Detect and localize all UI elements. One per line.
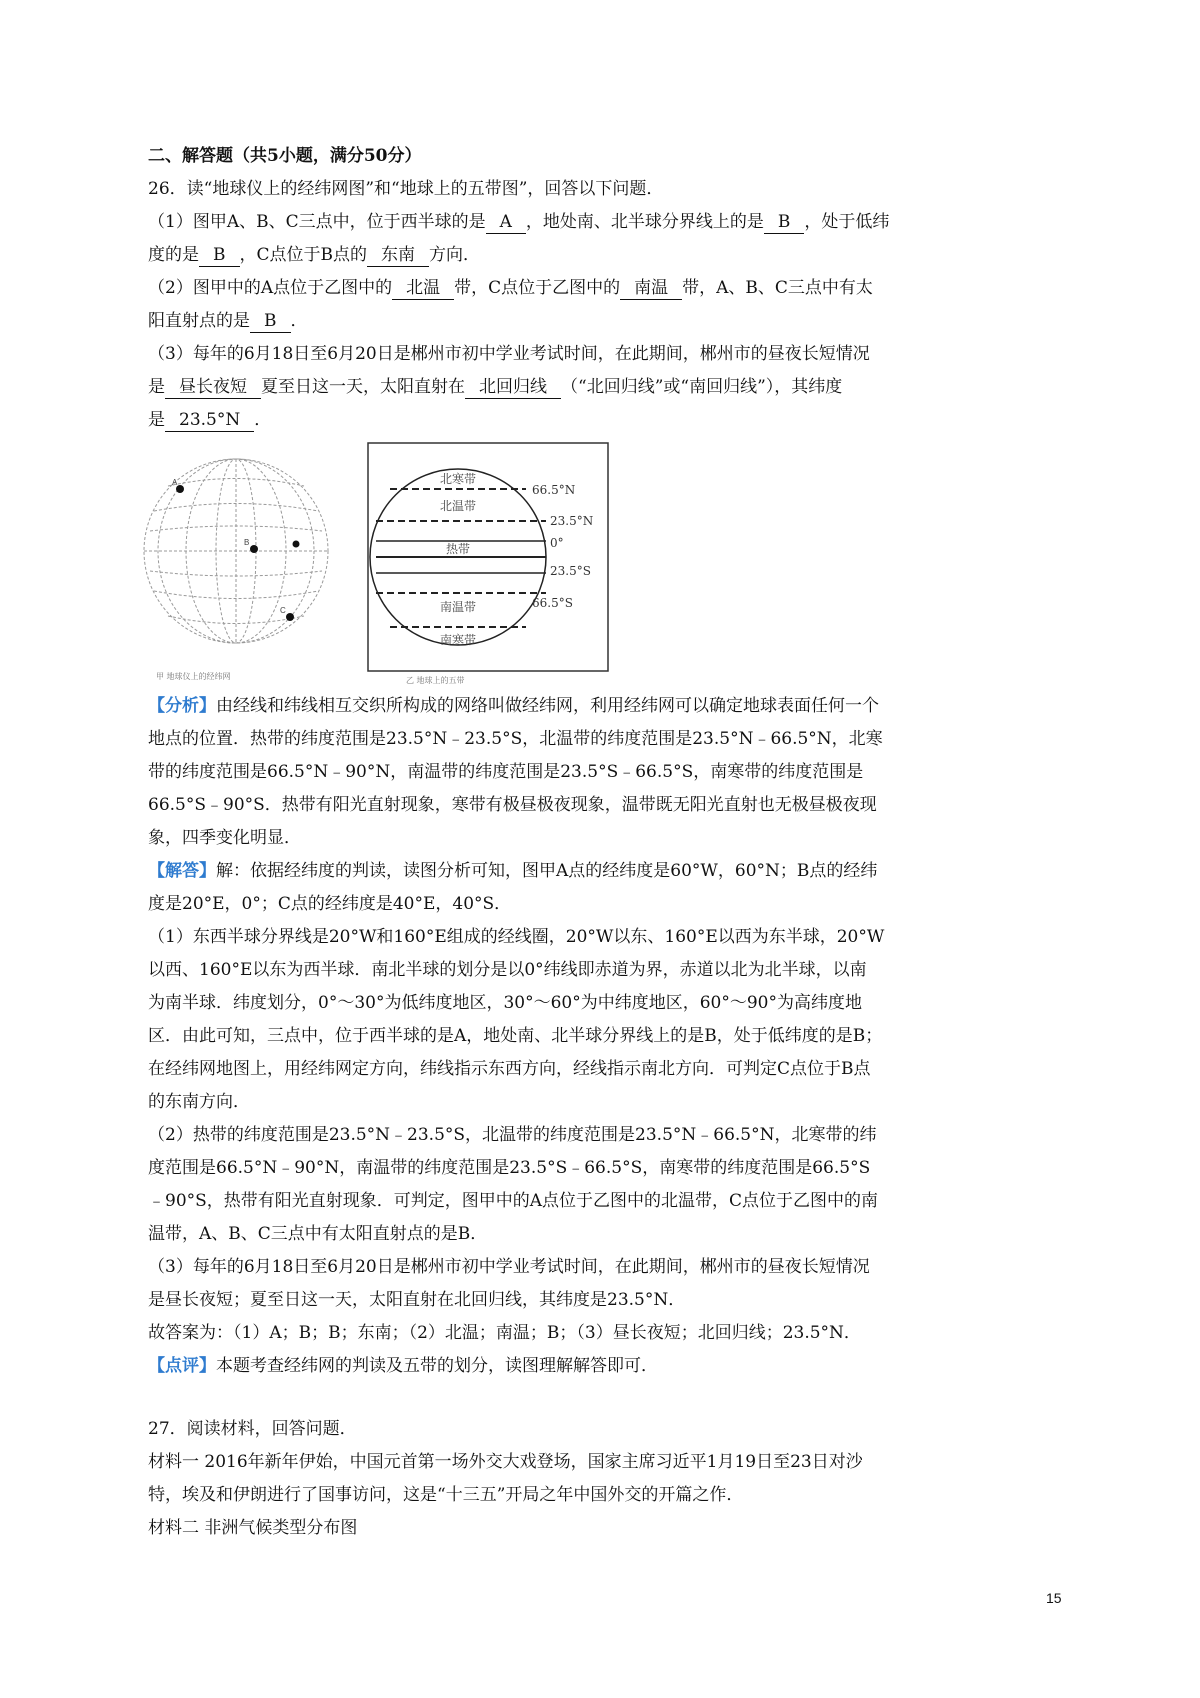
section-title: 二、解答题（共5小题，满分50分） [148, 146, 422, 166]
lat-23-5-s: 23.5°S [550, 564, 591, 578]
answer-line13: （3）每年的6月18日至6月20日是郴州市初中学业考试时间，在此期间，郴州市的昼夜长短情况 [148, 1257, 870, 1277]
q26-part2-line2: 阳直射点的是 B ． [148, 311, 308, 331]
answer-line4: 以西、160°E以东为西半球．南北半球的划分是以0°纬线即赤道为界，赤道以北为北半球，以南 [148, 960, 867, 980]
zone-north-temperate: 北温带 [439, 499, 477, 513]
q27-stem: 27．阅读材料，回答问题． [148, 1419, 357, 1439]
answer-line2: 度是20°E，0°；C点的经纬度是40°E，40°S． [148, 894, 512, 914]
answer-blank: 东南 [367, 244, 429, 267]
zone-tropical: 热带 [445, 542, 471, 556]
lat-66-5-s: 66.5°S [532, 596, 573, 610]
q26-part1-line1: （1）图甲A、B、C三点中，位于西半球的是 A ，地处南、北半球分界线上的是 B ，处于低纬 [148, 212, 890, 232]
q26-part2-line1: （2）图甲中的A点位于乙图中的 北温 带，C点位于乙图中的 南温 带，A、B、C三点中有太 [148, 278, 873, 298]
answer-blank: 南温 [620, 277, 682, 300]
q27-material1-line2: 特，埃及和伊朗进行了国事访问，这是“十三五”开局之年中国外交的开篇之作． [148, 1485, 744, 1505]
point-b-marker [250, 545, 258, 553]
analysis-line1: 【分析】由经线和纬线相互交织所构成的网络叫做经纬网，利用经纬网可以确定地球表面任何一个 [148, 696, 879, 716]
answer-line7: 在经纬网地图上，用经纬网定方向，纬线指示东西方向，经线指示南北方向．可判定C点位于B点 [148, 1059, 871, 1079]
answer-line3: （1）东西半球分界线是20°W和160°E组成的经线圈，20°W以东、160°E以西为东半球，20°W [148, 927, 885, 947]
q26-part3-line2: 是 昼长夜短 夏至日这一天，太阳直射在 北回归线 （“北回归线”或“南回归线”），其纬度 [148, 377, 843, 397]
answer-blank: B [250, 310, 291, 333]
answer-line6: 区．由此可知，三点中，位于西半球的是A，地处南、北半球分界线上的是B，处于低纬度的是B； [148, 1026, 883, 1046]
analysis-line4: 66.5°S﹣90°S．热带有阳光直射现象，寒带有极昼极夜现象，温带既无阳光直射也无极昼极夜现 [148, 795, 877, 815]
q26-part3-line1: （3）每年的6月18日至6月20日是郴州市初中学业考试时间，在此期间，郴州市的昼夜长短情况 [148, 344, 870, 364]
zone-south-temperate: 南温带 [439, 600, 477, 614]
answer-line5: 为南半球．纬度划分，0°～30°为低纬度地区，30°～60°为中纬度地区，60°～90°为高纬度地 [148, 993, 862, 1013]
globe-graticule-figure [136, 441, 336, 686]
answer-line12: 温带，A、B、C三点中有太阳直射点的是B． [148, 1224, 488, 1244]
point-b-label: B [244, 538, 250, 547]
lat-0: 0° [550, 536, 564, 550]
analysis-tag: 【分析】 [148, 696, 216, 716]
figure-row [148, 441, 1068, 686]
globe-caption: 甲 地球仪上的经纬网 [156, 672, 231, 681]
answer-line1: 【解答】解：依据经纬度的判读，读图分析可知，图甲A点的经纬度是60°W，60°N；B点的经纬 [148, 861, 878, 881]
analysis-line5: 象，四季变化明显． [148, 828, 301, 848]
answer-line15: 故答案为：（1）A；B；B；东南；（2）北温；南温；B；（3）昼长夜短；北回归线；23.5°N． [148, 1323, 861, 1343]
answer-line8: 的东南方向． [148, 1092, 250, 1112]
answer-line11: ﹣90°S，热带有阳光直射现象．可判定，图甲中的A点位于乙图中的北温带，C点位于乙图中的南 [148, 1191, 879, 1211]
q26-stem: 26．读“地球仪上的经纬网图”和“地球上的五带图”，回答以下问题． [148, 179, 664, 199]
comment-tag: 【点评】 [148, 1356, 216, 1376]
five-zones-figure [366, 441, 611, 686]
q26-part1-line2: 度的是 B ，C点位于B点的 东南 方向． [148, 245, 480, 265]
lat-23-5-n: 23.5°N [550, 514, 594, 528]
answer-blank: B [764, 211, 805, 234]
answer-blank: B [199, 244, 240, 267]
point-a-label: A [172, 478, 178, 487]
analysis-line3: 带的纬度范围是66.5°N﹣90°N，南温带的纬度范围是23.5°S﹣66.5°S，南寒带的纬度范围是 [148, 762, 864, 782]
answer-blank: 昼长夜短 [165, 376, 261, 399]
answer-tag: 【解答】 [148, 861, 216, 881]
answer-line10: 度范围是66.5°N﹣90°N，南温带的纬度范围是23.5°S﹣66.5°S，南寒带的纬度范围是66.5°S [148, 1158, 871, 1178]
zone-north-frigid: 北寒带 [439, 472, 477, 486]
answer-line14: 是昼长夜短；夏至日这一天，太阳直射在北回归线，其纬度是23.5°N． [148, 1290, 686, 1310]
answer-blank: 北温 [392, 277, 454, 300]
zone-south-frigid: 南寒带 [439, 633, 477, 647]
zones-caption: 乙 地球上的五带 [406, 676, 465, 685]
analysis-line2: 地点的位置．热带的纬度范围是23.5°N﹣23.5°S，北温带的纬度范围是23.5°N﹣66.5°N，北寒 [148, 729, 883, 749]
point-c-marker [286, 613, 294, 621]
answer-blank: 北回归线 [465, 376, 561, 399]
page-number: 15 [1046, 1590, 1062, 1606]
answer-line9: （2）热带的纬度范围是23.5°N﹣23.5°S，北温带的纬度范围是23.5°N﹣66.5°N，北寒带的纬 [148, 1125, 877, 1145]
point-c-label: C [280, 606, 286, 615]
answer-blank: A [486, 211, 526, 234]
comment-line: 【点评】本题考查经纬网的判读及五带的划分，读图理解解答即可． [148, 1356, 658, 1376]
q27-material1-line1: 材料一 2016年新年伊始，中国元首第一场外交大戏登场，国家主席习近平1月19日至23日对沙 [148, 1452, 863, 1472]
answer-blank: 23.5°N [165, 409, 254, 432]
q26-part3-line3: 是 23.5°N ． [148, 410, 272, 430]
lat-66-5-n: 66.5°N [532, 483, 576, 497]
document-body [148, 140, 1068, 1545]
q27-material2: 材料二 非洲气候类型分布图 [148, 1518, 358, 1538]
